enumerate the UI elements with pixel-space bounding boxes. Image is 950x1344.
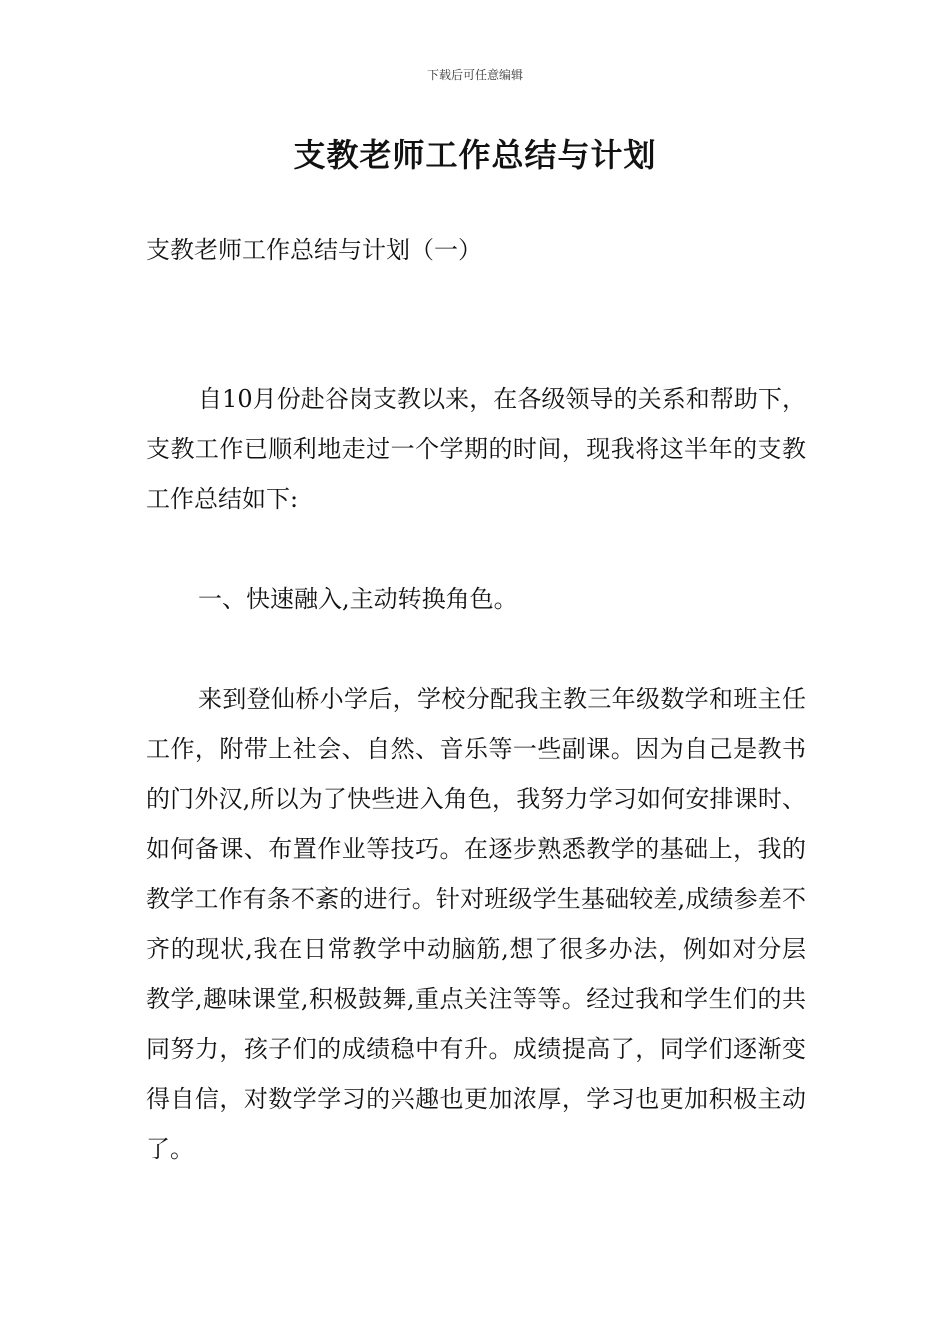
page-title: 支教老师工作总结与计划 <box>293 136 657 174</box>
paragraph-body: 来到登仙桥小学后，学校分配我主教三年级数学和班主任工作，附带上社会、自然、音乐等一些副课。因为自己是教书的门外汉,所以为了快些进入角色，我努力学习如何安排课时、如何备课、布置作业等技巧。在逐步熟悉教学的基础上，我的教学工作有条不紊的进行。针对班级学生基础较差,成绩参差不齐的现状,我在日常教学中动脑筋,想了很多办法，例如对分层教学,趣味课堂,积极鼓舞,重点关注等等。经过我和学生们的共同努力，孩子们的成绩稳中有升。成绩提高了，同学们逐渐变得自信，对数学学习的兴趣也更加浓厚，学习也更加积极主动了。 <box>146 685 806 1163</box>
paragraph-subheading: 一、快速融入,主动转换角色。 <box>198 585 518 613</box>
section-heading: 支教老师工作总结与计划（一） <box>146 236 482 264</box>
header-note: 下载后可任意编辑 <box>426 68 523 82</box>
paragraph-intro: 自10月份赴谷岗支教以来，在各级领导的关系和帮助下，支教工作已顺利地走过一个学期的时间，现我将这半年的支教工作总结如下: <box>146 385 806 513</box>
